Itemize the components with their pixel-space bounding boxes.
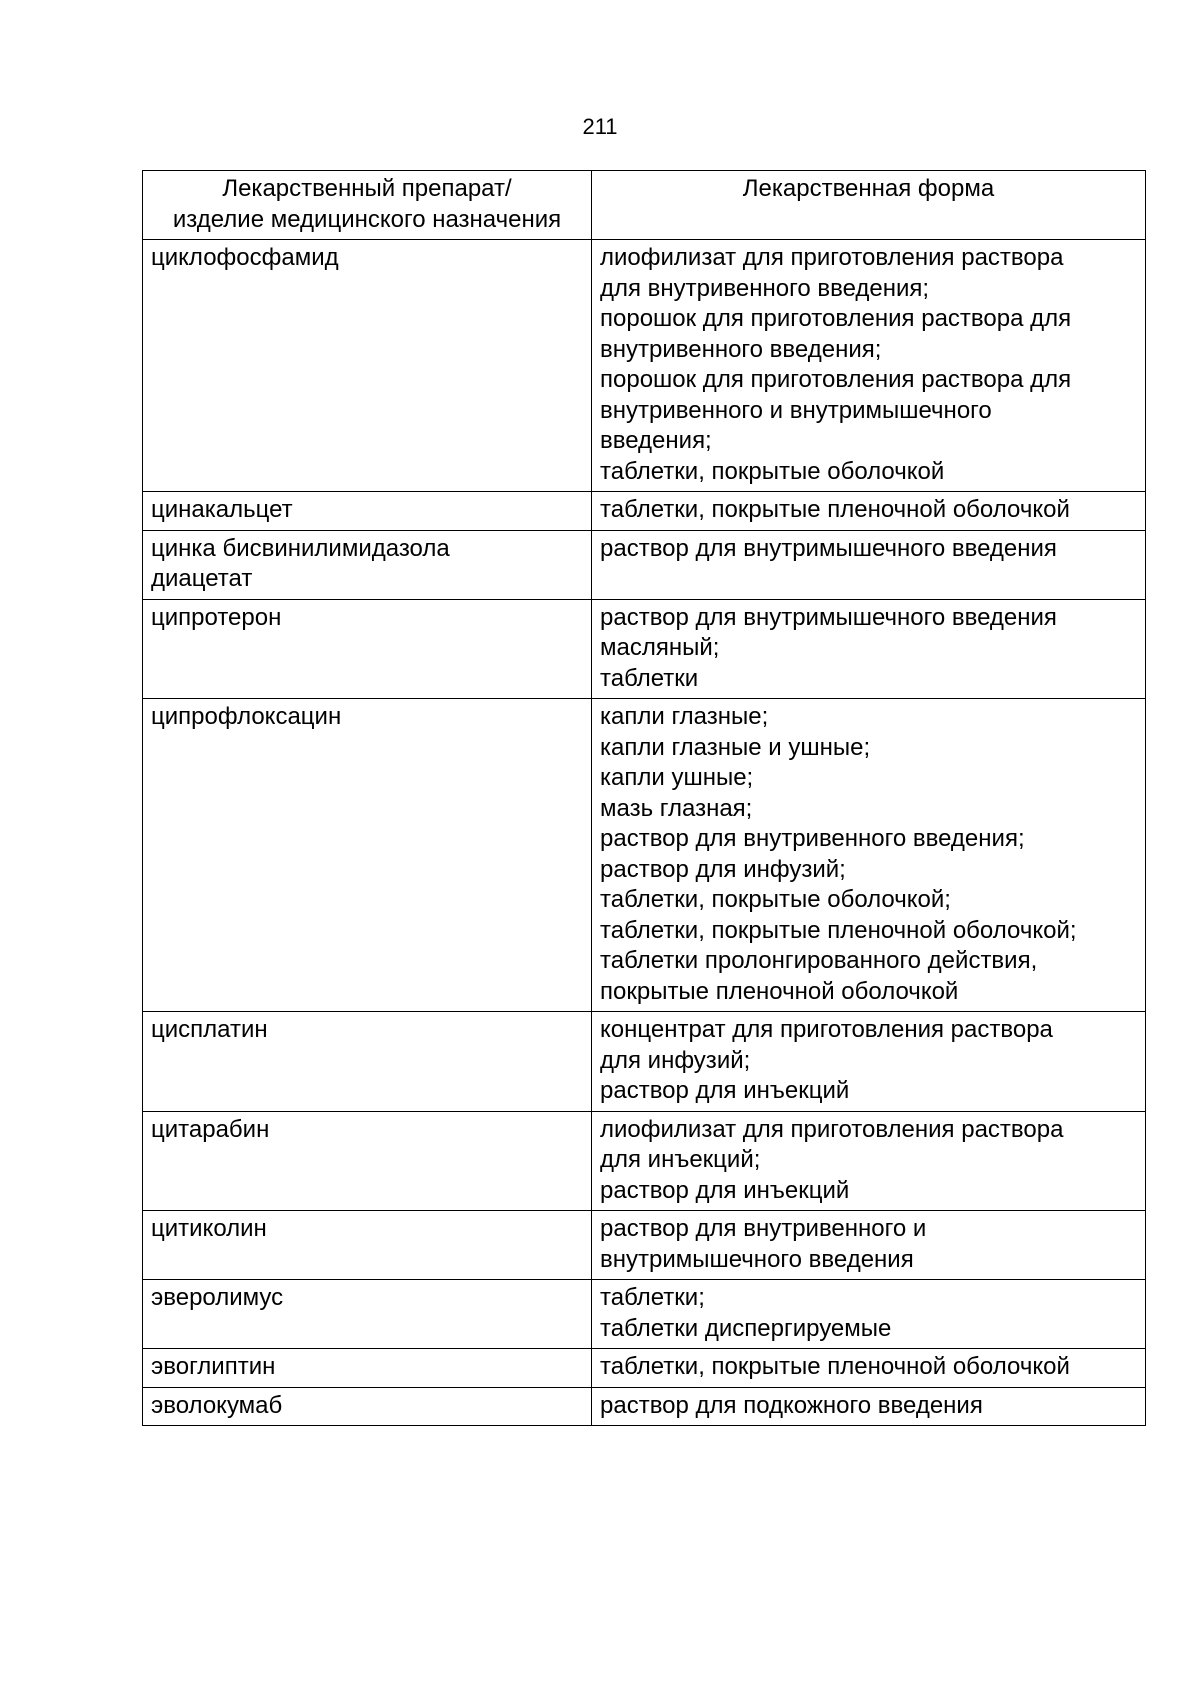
table-row: [143, 530, 1146, 599]
drug-name-line: эверолимус: [151, 1284, 284, 1311]
table-row: [143, 1280, 1146, 1349]
dosage-form-line: внутримышечного введения: [600, 1245, 914, 1273]
dosage-form-cell: [592, 240, 1146, 492]
table-row: [143, 1387, 1146, 1426]
dosage-form-line: раствор для инъекций: [600, 1176, 850, 1204]
dosage-form-cell: [592, 699, 1146, 1012]
dosage-form-line: раствор для внутримышечного введения: [600, 534, 1057, 562]
table-header: [143, 171, 1146, 240]
dosage-form-cell: [592, 1012, 1146, 1112]
dosage-form-line: внутривенного и внутримышечного: [600, 396, 992, 424]
dosage-form-line: масляный;: [600, 634, 720, 661]
dosage-form-line: капли глазные и ушные;: [600, 733, 871, 761]
table-row: [143, 1012, 1146, 1112]
dosage-form-line: капли ушные;: [600, 764, 754, 791]
header-row: [143, 171, 1146, 240]
dosage-form-line: таблетки, покрытые пленочной оболочкой: [600, 1353, 1070, 1380]
dosage-form-line: для внутривенного введения;: [600, 274, 930, 302]
dosage-form-line: таблетки диспергируемые: [600, 1314, 892, 1342]
dosage-form-line: раствор для внутривенного и: [600, 1215, 927, 1242]
dosage-form-line: таблетки, покрытые пленочной оболочкой;: [600, 916, 1077, 944]
dosage-form-line: таблетки пролонгированного действия,: [600, 947, 1038, 974]
dosage-form-line: раствор для внутримышечного введения: [600, 603, 1057, 631]
table-row: [143, 1111, 1146, 1211]
dosage-form-line: лиофилизат для приготовления раствора: [600, 244, 1064, 271]
page-number: 211: [582, 114, 618, 139]
drug-name-line: эвоглиптин: [151, 1353, 276, 1380]
drug-name-line: цитиколин: [151, 1215, 267, 1242]
header-drug-column: [143, 171, 592, 240]
drug-name-line: цинакальцет: [151, 496, 293, 523]
drug-name-line: диацетат: [151, 565, 253, 592]
dosage-form-line: порошок для приготовления раствора для: [600, 366, 1072, 393]
drug-name-line: цисплатин: [151, 1016, 268, 1043]
dosage-form-line: таблетки, покрытые оболочкой;: [600, 886, 951, 913]
dosage-form-line: таблетки, покрытые пленочной оболочкой: [600, 496, 1070, 523]
drug-name-cell: [143, 240, 592, 492]
drug-name-line: ципротерон: [151, 603, 282, 631]
drug-name-cell: [143, 530, 592, 599]
table-body: [143, 240, 1146, 1426]
drug-name-cell: [143, 699, 592, 1012]
dosage-form-cell: [592, 530, 1146, 599]
header-line: Лекарственный препарат/: [222, 175, 512, 202]
header-line: изделие медицинского назначения: [172, 205, 562, 233]
drug-name-line: цитарабин: [151, 1115, 270, 1143]
dosage-form-line: таблетки, покрытые оболочкой: [600, 457, 945, 485]
dosage-form-cell: [592, 492, 1146, 531]
dosage-form-line: капли глазные;: [600, 703, 769, 730]
header-line: Лекарственная форма: [742, 175, 995, 202]
dosage-form-line: лиофилизат для приготовления раствора: [600, 1115, 1064, 1143]
dosage-form-cell: [592, 1211, 1146, 1280]
drug-name-cell: [143, 492, 592, 531]
drug-name-line: эволокумаб: [151, 1391, 283, 1419]
drug-name-cell: [143, 1012, 592, 1112]
table-row: [143, 492, 1146, 531]
dosage-form-line: для инъекций;: [600, 1146, 761, 1173]
dosage-form-cell: [592, 1111, 1146, 1211]
drug-name-cell: [143, 1211, 592, 1280]
dosage-form-line: раствор для внутривенного введения;: [600, 825, 1025, 852]
drug-name-line: ципрофлоксацин: [151, 703, 342, 730]
drug-name-line: циклофосфамид: [151, 244, 339, 271]
dosage-form-line: таблетки;: [600, 1284, 705, 1311]
dosage-form-line: для инфузий;: [600, 1046, 751, 1074]
dosage-form-cell: [592, 1280, 1146, 1349]
drug-name-cell: [143, 1387, 592, 1426]
dosage-form-line: раствор для инфузий;: [600, 855, 846, 883]
dosage-form-line: концентрат для приготовления раствора: [600, 1016, 1053, 1043]
dosage-form-line: внутривенного введения;: [600, 335, 882, 363]
table-row: [143, 240, 1146, 492]
header-form-column: [592, 171, 1146, 240]
drug-name-cell: [143, 1111, 592, 1211]
drug-name-line: цинка бисвинилимидазола: [151, 534, 450, 562]
table-row: [143, 1349, 1146, 1388]
dosage-form-line: раствор для подкожного введения: [600, 1391, 983, 1419]
table-row: [143, 1211, 1146, 1280]
drug-name-cell: [143, 1349, 592, 1388]
drug-table: [142, 170, 1146, 1426]
dosage-form-line: раствор для инъекций: [600, 1077, 850, 1104]
dosage-form-line: введения;: [600, 427, 712, 454]
drug-name-cell: [143, 1280, 592, 1349]
dosage-form-line: таблетки: [600, 664, 699, 692]
drug-name-cell: [143, 599, 592, 699]
dosage-form-line: покрытые пленочной оболочкой: [600, 977, 959, 1005]
table-row: [143, 599, 1146, 699]
table-row: [143, 699, 1146, 1012]
dosage-form-line: порошок для приготовления раствора для: [600, 305, 1072, 332]
dosage-form-cell: [592, 599, 1146, 699]
dosage-form-cell: [592, 1387, 1146, 1426]
dosage-form-cell: [592, 1349, 1146, 1388]
dosage-form-line: мазь глазная;: [600, 794, 753, 822]
